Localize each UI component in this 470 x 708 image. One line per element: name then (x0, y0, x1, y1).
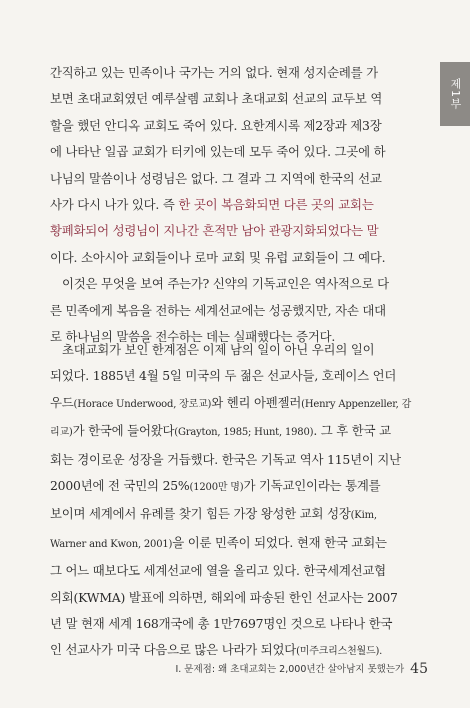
text-line: 간직하고 있는 민족이나 국가는 거의 없다. 현재 성지순례를 가 (50, 65, 378, 80)
text-line (50, 418, 412, 446)
text-segment: . 그 후 한국 교 (313, 423, 391, 439)
text-line: 이다. 소아시아 교회들이나 로마 교회 및 유럽 교회들이 그 예다. (50, 249, 386, 265)
citation-text: (Henry Appenzeller, 감 (301, 398, 412, 410)
text-line: 회는 경이로운 성장을 거듭했다. 한국은 기독교 역사 115년이 지난 (50, 451, 401, 467)
text-line (50, 192, 412, 218)
page-footer (0, 661, 428, 677)
text-line: 에 나타난 일곱 교회가 터키에 있는데 모두 죽어 있다. 그곳에 하 (50, 144, 386, 160)
citation-text: 리교) (50, 427, 73, 439)
text-line (50, 501, 412, 529)
chapter-side-tab: 제1부 (440, 62, 470, 126)
citation-text: (Grayton, 1985; Hunt, 1980) (174, 427, 314, 439)
citation-text: (1200만 명) (189, 482, 244, 494)
page-number: 45 (410, 661, 428, 677)
text-segment: 사가 다시 나가 있다. 즉 (50, 197, 179, 213)
text-line: 할을 했던 안디옥 교회도 죽어 있다. 요한계시록 제2장과 제3장 (50, 117, 382, 133)
text-segment: 보이며 세계에서 유례를 찾기 힘든 가장 왕성한 교회 성장 (50, 506, 351, 522)
text-segment: 인 선교사가 미국 다음으로 많은 나라가 되었다 (50, 642, 297, 658)
text-line: 년 말 현재 세계 168개국에 총 1만7697명인 것으로 나타나 한국 (50, 616, 393, 632)
text-line: 되었다. 1885년 4월 5일 미국의 두 젊은 선교사들, 호레이스 언더 (50, 368, 397, 384)
text-line (50, 390, 412, 418)
running-footer-title: I. 문제점: 왜 초대교회는 2,000년간 살아남지 못했는가 (175, 664, 405, 675)
text-segment: 우드 (50, 394, 74, 410)
text-line (50, 473, 412, 501)
text-segment: 2000년에 전 국민의 25% (50, 478, 190, 494)
text-segment: 와 헨리 아펜젤러 (211, 394, 302, 410)
highlighted-text-line: 황폐화되어 성령님이 지나간 흔적만 남아 관광지화되었다는 말 (50, 223, 379, 239)
text-line: 의회(KWMA) 발표에 의하면, 해외에 파송된 한인 선교사는 2007 (50, 589, 398, 605)
text-segment: 가 기독교인이라는 통계를 (243, 478, 381, 494)
text-line: 초대교회가 보인 한계점은 이제 남의 일이 아닌 우리의 일이 (62, 342, 375, 357)
text-line: 나님의 말씀이나 성령님은 없다. 그 결과 그 지역에 한국의 선교 (50, 170, 382, 186)
text-line: 보면 초대교회였던 예루살렘 교회나 초대교회 선교의 교두보 역 (50, 91, 383, 107)
citation-text: (Horace Underwood, 장로교) (73, 398, 212, 410)
text-line: 이것은 무엇을 보여 주는가? 신약의 기독교인은 역사적으로 다 (62, 276, 389, 292)
highlighted-text: 한 곳이 복음화되면 다른 곳의 교회는 (178, 197, 374, 213)
citation-text: Warner and Kwon, 2001) (50, 538, 173, 550)
citation-text: (미주크리스천월드). (296, 646, 383, 658)
text-segment: 을 이룬 민족이 되었다. 현재 한국 교회는 (172, 534, 387, 550)
paragraph-2 (50, 337, 412, 666)
paragraph-1 (50, 60, 412, 350)
citation-text: (Kim, (350, 510, 377, 522)
text-line (50, 530, 412, 558)
text-segment: 가 한국에 들어왔다 (72, 423, 175, 439)
text-line: 른 민족에게 복음을 전하는 세계선교에는 성공했지만, 자손 대대 (50, 302, 386, 318)
text-line: 그 어느 때보다도 세계선교에 열을 올리고 있다. 한국세계선교협 (50, 563, 386, 579)
text-line: 로 하나님의 말씀을 전수하는 데는 실패했다는 증거다. (50, 329, 336, 345)
